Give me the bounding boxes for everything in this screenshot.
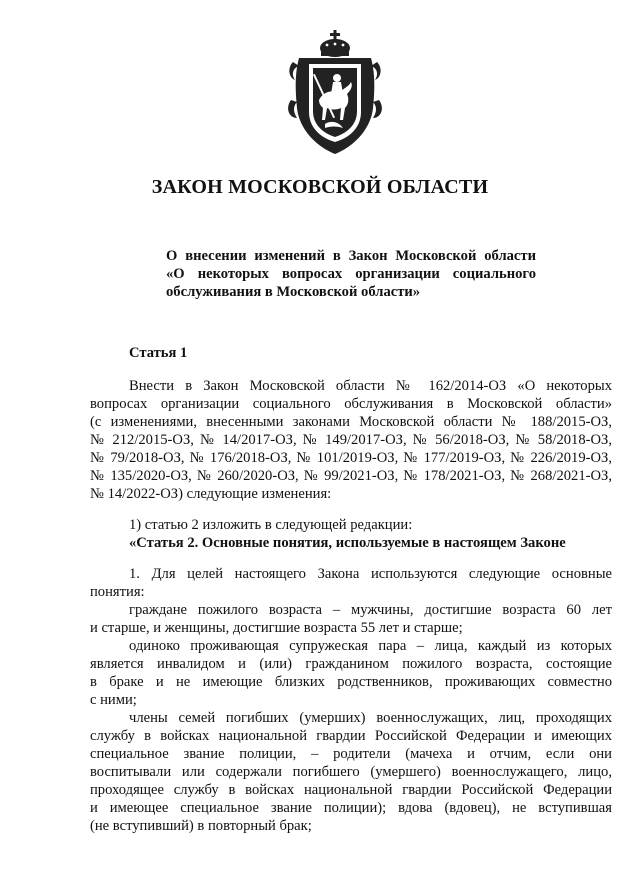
subtitle-line: О внесении изменений в Закон Московской области — [166, 248, 536, 264]
text-line: № 212/2015-ОЗ, № 14/2017-ОЗ, № 149/2017-ОЗ, № 56/2018-ОЗ, № 58/2018-ОЗ, — [90, 432, 612, 448]
text-line: является инвалидом и (или) гражданином пожилого возраста, состоящие — [90, 656, 612, 672]
text-line: № 79/2018-ОЗ, № 176/2018-ОЗ, № 101/2019-ОЗ, № 177/2019-ОЗ, № 226/2019-ОЗ, — [90, 450, 612, 466]
text-line: проходящее службу в войсках национальной гвардии Российской Федерации — [90, 782, 612, 798]
subtitle-line: обслуживания в Московской области» — [166, 284, 421, 300]
point-1-paragraph — [90, 565, 612, 601]
definition-couple — [90, 637, 612, 709]
text-line: Внести в Закон Московской области № 162/2014-ОЗ «О некоторых — [129, 378, 612, 394]
text-line: одиноко проживающая супружеская пара – лица, каждый из которых — [129, 638, 612, 654]
text-line: № 14/2022-ОЗ) следующие изменения: — [90, 486, 332, 502]
moscow-region-coat-of-arms — [285, 28, 385, 158]
text-line: члены семей погибших (умерших) военнослужащих, лиц, проходящих — [129, 710, 612, 726]
definition-family-members — [90, 709, 612, 835]
text-line: с ними; — [90, 692, 137, 708]
text-line: воспитывали или содержали погибшего (умершего) военнослужащего, лицо, — [90, 764, 612, 780]
text-line: и старше, и женщины, достигшие возраста 55 лет и старше; — [90, 620, 463, 636]
article-heading: Статья 1 — [129, 345, 188, 361]
subtitle-line: «О некоторых вопросах организации социального — [166, 266, 536, 282]
text-line: специальное звание полиции, – родители (мачеха и отчим, если они — [90, 746, 612, 762]
text-line: и имеющее специальное звание полиции); вдова (вдовец), не вступившая — [90, 800, 612, 816]
text-line: граждане пожилого возраста – мужчины, достигшие возраста 60 лет — [129, 602, 612, 618]
intro-paragraph — [90, 377, 612, 503]
text-line: 1) статью 2 изложить в следующей редакции: — [129, 517, 413, 533]
amendment-item — [90, 516, 612, 552]
text-line: в браке и не имеющие близких родственников, проживающих совместно — [90, 674, 612, 690]
crown-icon — [320, 30, 350, 57]
text-line: № 135/2020-ОЗ, № 260/2020-ОЗ, № 99/2021-ОЗ, № 178/2021-ОЗ, № 268/2021-ОЗ, — [90, 468, 612, 484]
text-line: 1. Для целей настоящего Закона используются следующие основные — [129, 566, 612, 582]
article-2-heading: «Статья 2. Основные понятия, используемые в настоящем Законе — [129, 535, 566, 551]
document-title: ЗАКОН МОСКОВСКОЙ ОБЛАСТИ — [151, 176, 489, 198]
document-subtitle — [166, 247, 536, 301]
text-line: службу в войсках национальной гвардии Российской Федерации и имеющих — [90, 728, 612, 744]
definition-elderly — [90, 601, 612, 637]
text-line: понятия: — [90, 584, 145, 600]
text-line: (с изменениями, внесенными законами Московской области № 188/2015-ОЗ, — [90, 414, 612, 430]
text-line: (не вступивший) в повторный брак; — [90, 818, 312, 834]
text-line: вопросах организации социального обслуживания в Московской области» — [90, 396, 612, 412]
